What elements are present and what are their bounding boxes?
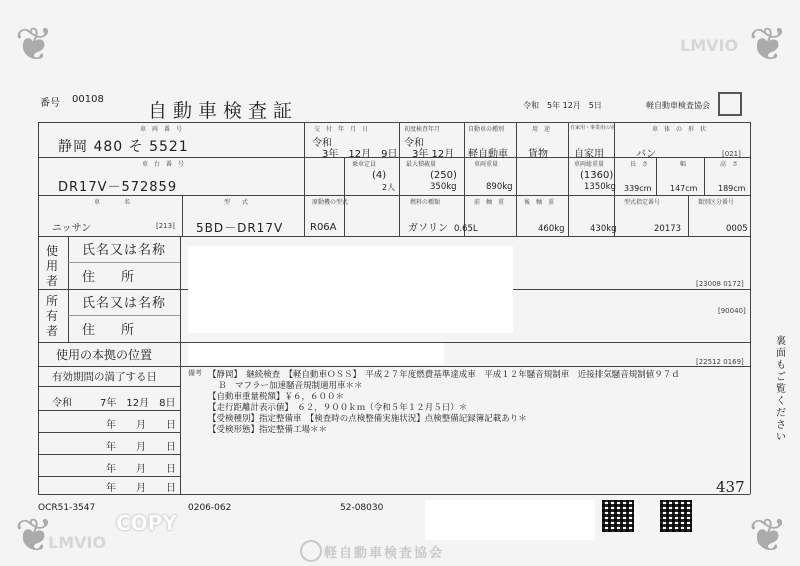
redacted-area (425, 500, 595, 540)
length: 339cm (624, 184, 652, 193)
user-code: [23008 0172] (696, 280, 744, 288)
caption-gross-weight: 車両総重量 (574, 161, 605, 168)
redacted-area (188, 343, 444, 365)
caption-capacity: 乗車定員 (352, 161, 377, 168)
user-address-label: 住 所 (82, 270, 135, 285)
owner-code: [90040] (718, 307, 746, 315)
first-registration-era: 令和 (404, 138, 424, 149)
gross-weight: 1350kg (584, 182, 616, 192)
blank-date: 年 月 日 (106, 442, 176, 453)
caption-issue-date: 交 付 年 月 日 (314, 126, 369, 133)
displacement: 0.65L (454, 224, 478, 234)
caption-vehicle-number: 車 両 番 号 (140, 126, 183, 133)
remarks-line: 【受検形態】指定整備工場＊＊ (208, 425, 328, 435)
issue-date-header: 令和 5年 12月 5日 (523, 101, 602, 110)
corner-ornament-icon: ❦ (748, 508, 788, 562)
body-shape: バン (636, 149, 656, 160)
front-axle: 460kg (538, 224, 565, 234)
remarks-line: 【走行距離計表示値】 ６２，９００ｋｍ（令和５年１２月５日）＊ (208, 403, 468, 413)
remarks-line: 【自動車重量税額】￥６，６００＊ (208, 392, 345, 402)
use: 貨物 (528, 149, 548, 160)
caption-private-business: 自家用・事業用の別 (570, 125, 616, 131)
caption-length: 長 さ (630, 161, 649, 168)
caption-max-load: 最大積載量 (406, 161, 437, 168)
watermark: LMVIO (680, 36, 739, 55)
owner-name-label: 氏名又は名称 (82, 296, 167, 311)
designation-number: 20173 (654, 224, 682, 234)
remarks-line: Ｂ マフラー加速騒音規制適用車＊＊ (218, 381, 363, 391)
caption-maker: 車 名 (94, 199, 131, 206)
caption-rear-axle: 後 軸 重 (524, 199, 555, 206)
qr-code-icon (602, 500, 634, 532)
max-load: 350kg (430, 182, 457, 192)
rear-axle: 430kg (590, 224, 617, 234)
base-location-label: 使用の本拠の位置 (56, 348, 153, 362)
document-number: 00108 (72, 94, 104, 105)
chassis-number: DR17V－572859 (58, 180, 178, 195)
page-title: 自動車検査証 (148, 100, 299, 122)
caption-first-registration: 初度検査年月 (404, 126, 441, 133)
capacity: 2人 (382, 183, 396, 192)
validity-label: 有効期間の満了する日 (52, 371, 157, 383)
issue-era: 令和 (312, 138, 332, 149)
vehicle-type: 軽自動車 (468, 149, 508, 160)
maker: ニッサン (52, 223, 92, 234)
redacted-area (188, 246, 513, 333)
footer-code: 0206-062 (188, 503, 232, 513)
owner-address-label: 住 所 (82, 323, 135, 338)
blank-date: 年 月 日 (106, 483, 176, 494)
vehicle-weight: 890kg (486, 182, 513, 192)
max-load-paren: (250) (430, 170, 457, 181)
caption-width: 幅 (680, 161, 687, 168)
reference-number: 52-08030 (340, 503, 384, 513)
organization-name: 軽自動車検査協会 (324, 546, 445, 561)
remarks-line: 【静岡】 継続検査 【軽自動車ＯＳＳ】 平成２７年度燃費基準達成車 平成１２年騒音規制車 近接排気騒音規制値９７ｄ (208, 370, 680, 380)
caption-body-shape: 車 体 の 形 状 (652, 126, 707, 133)
side-note: 裏面もご覧ください (776, 336, 786, 443)
handwritten-number: 437 (716, 478, 745, 496)
engine: R06A (310, 222, 337, 233)
caption-designation: 型式指定番号 (624, 199, 661, 206)
fuel: ガソリン (408, 223, 448, 234)
corner-ornament-icon: ❦ (14, 508, 54, 562)
remarks-line: 【受検種別】指定整備車 【検査時の点検整備実施状況】点検整備記録簿記載あり＊ (208, 414, 527, 424)
caption-height: 高 さ (720, 161, 739, 168)
emblem-icon (300, 540, 322, 562)
copy-watermark: COPY (116, 511, 177, 535)
caption-weight: 車両重量 (474, 161, 499, 168)
gross-weight-paren: (1360) (580, 170, 614, 181)
first-registration-date: 3年 12月 (412, 149, 455, 160)
issuer-name: 軽自動車検査協会 (646, 101, 710, 110)
class-number: 0005 (726, 224, 748, 234)
corner-ornament-icon: ❦ (14, 17, 54, 71)
caption-engine: 原動機の型式 (312, 199, 349, 206)
caption-front-axle: 前 軸 重 (474, 199, 505, 206)
maker-code: [213] (156, 222, 175, 230)
width: 147cm (670, 184, 698, 193)
vehicle-number: 静岡 480 そ 5521 (58, 139, 189, 155)
private-business: 自家用 (574, 149, 604, 160)
base-location-code: [22512 0169] (696, 358, 744, 366)
caption-vehicle-type: 自動車の種別 (468, 126, 505, 133)
caption-class: 類別区分番号 (698, 199, 735, 206)
ocr-number: OCR51-3547 (38, 503, 96, 513)
caption-chassis-number: 車 台 番 号 (142, 161, 185, 168)
qr-code-icon (660, 500, 692, 532)
capacity-paren: (4) (372, 170, 387, 181)
caption-fuel: 燃料の種類 (410, 199, 441, 206)
user-side-label: 使用者 (46, 244, 59, 288)
caption-use: 用 途 (532, 126, 551, 133)
model: 5BD－DR17V (196, 221, 284, 235)
blank-date: 年 月 日 (106, 464, 176, 475)
watermark: LMVIO (48, 533, 107, 552)
validity-era: 令和 (52, 398, 72, 409)
body-code: [021] (722, 150, 741, 158)
issue-date: 3年 12月 9日 (322, 149, 398, 160)
official-seal-icon (718, 92, 742, 116)
owner-side-label: 所有者 (46, 294, 59, 338)
validity-date: 7年 12月 8日 (100, 398, 176, 409)
corner-ornament-icon: ❦ (748, 17, 788, 71)
user-name-label: 氏名又は名称 (82, 243, 167, 258)
number-label: 番号 (40, 98, 60, 109)
height: 189cm (718, 184, 746, 193)
blank-date: 年 月 日 (106, 420, 176, 431)
remarks-label: 備考 (188, 369, 202, 377)
caption-model: 型 式 (224, 199, 249, 206)
